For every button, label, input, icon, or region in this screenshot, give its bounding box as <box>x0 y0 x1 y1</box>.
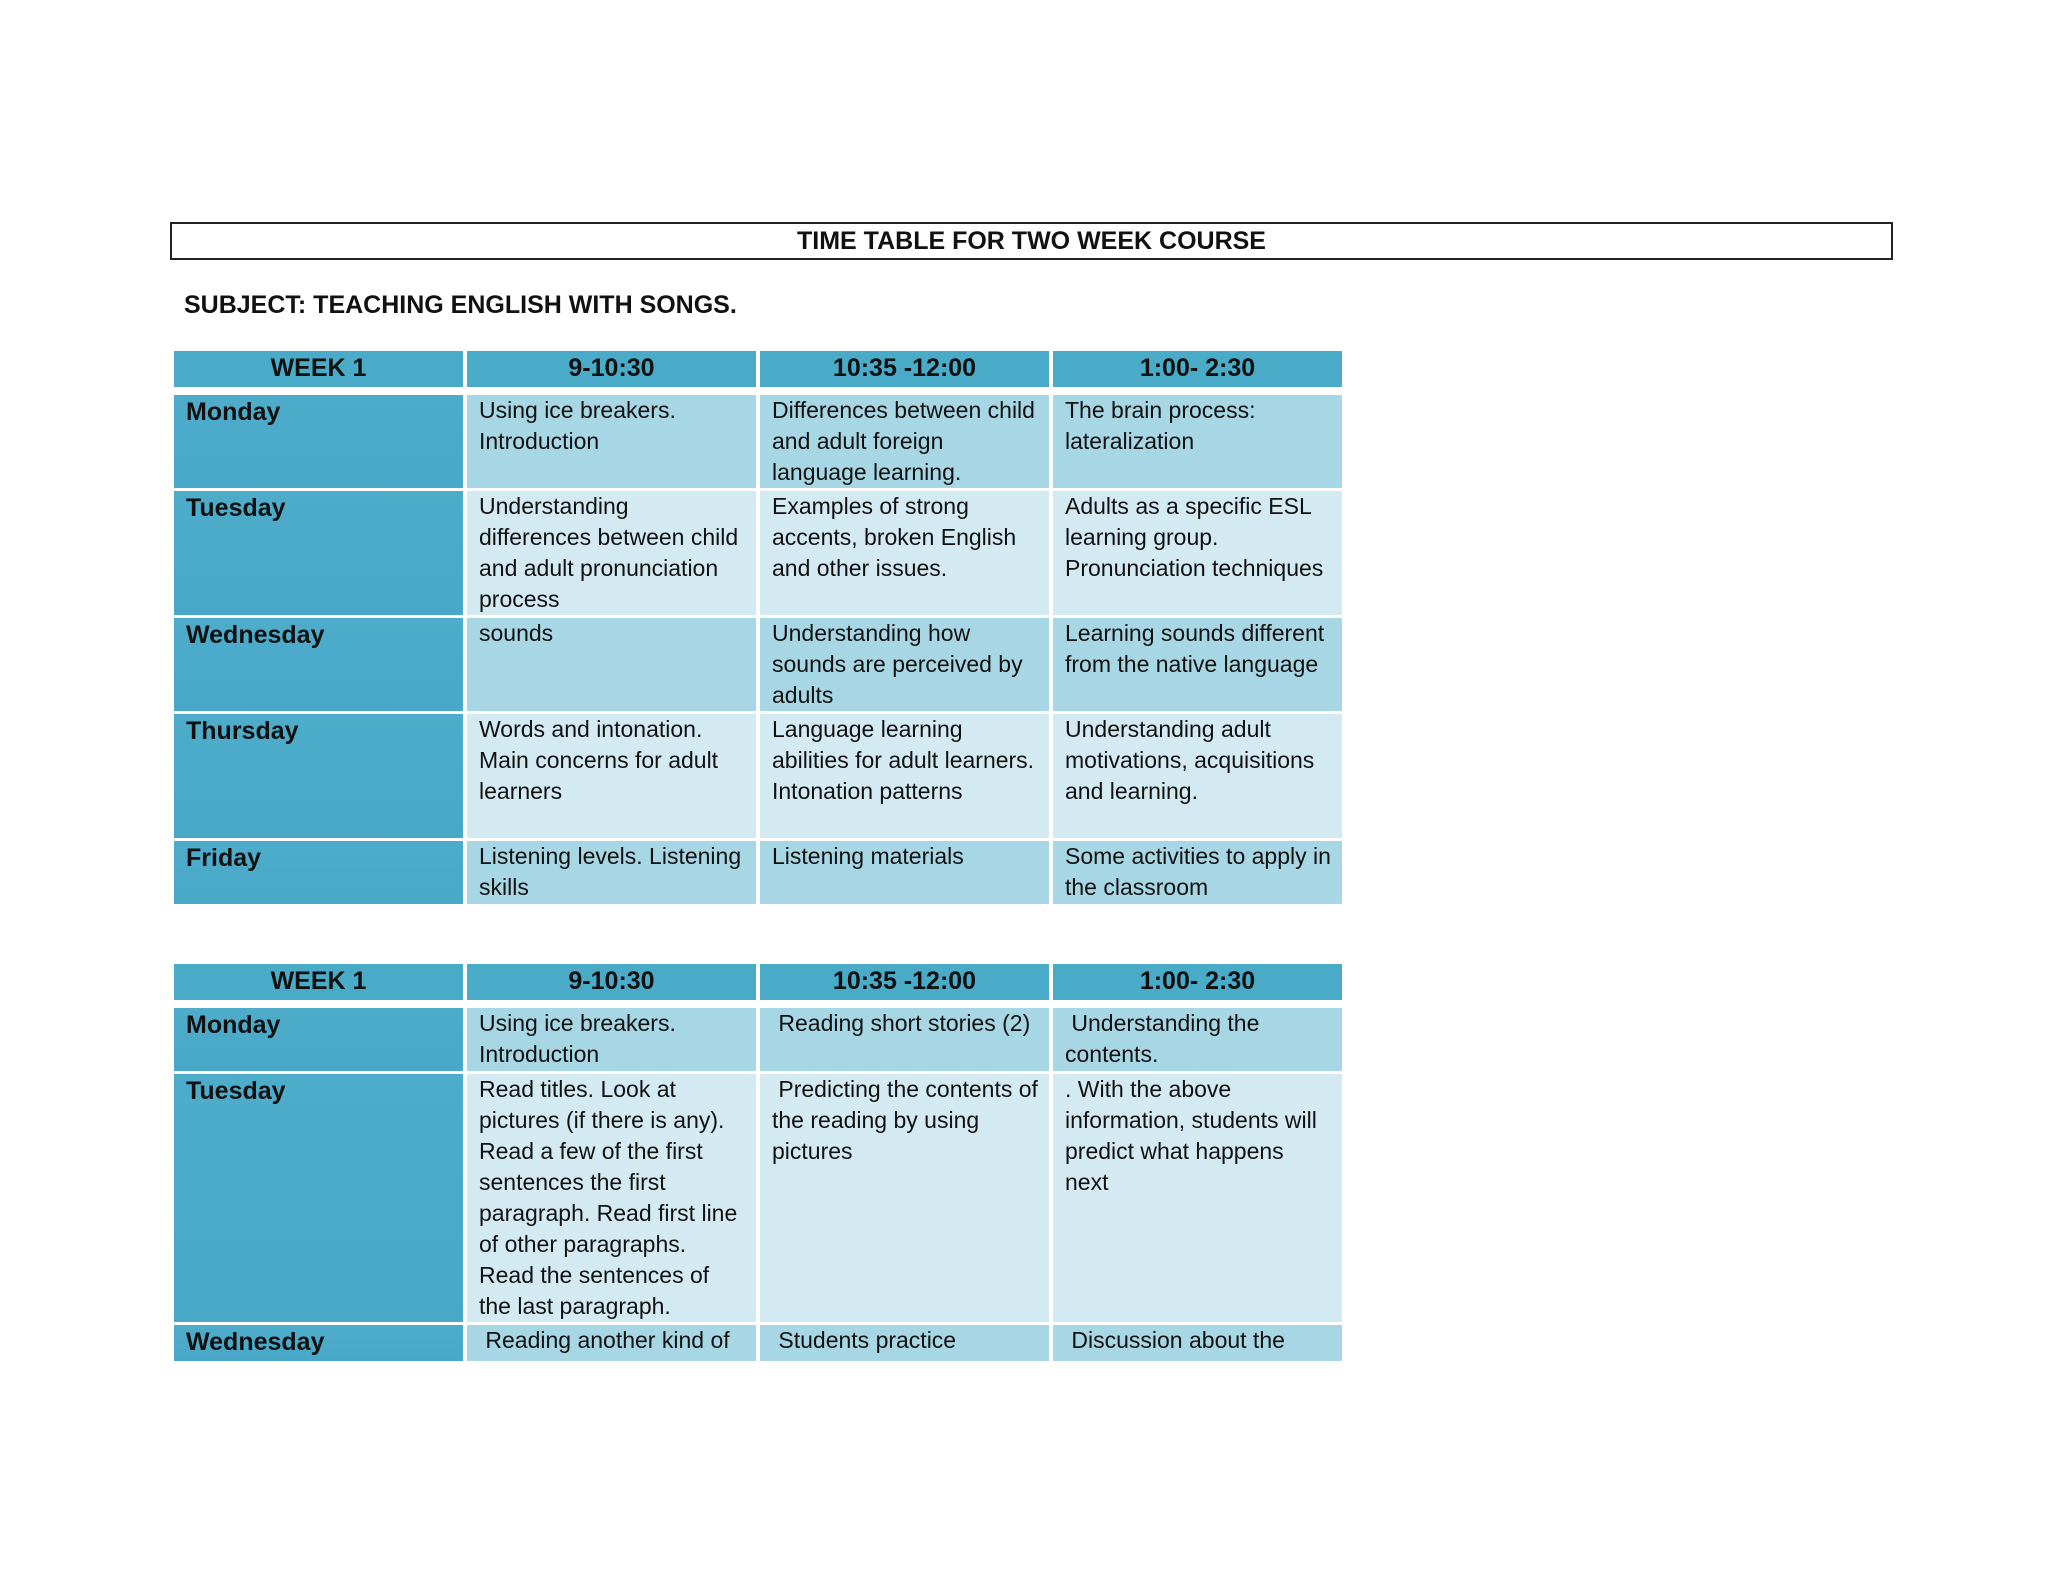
table-row <box>174 1074 1342 1322</box>
header-slot-2: 10:35 -12:00 <box>760 964 1049 1000</box>
session-cell: Read titles. Look at pictures (if there is any). Read a few of the first sentences the first paragraph. Read first line of other paragraphs. Read the sentences of the last paragraph. <box>467 1074 756 1322</box>
session-cell: Discussion about the <box>1053 1325 1342 1361</box>
day-label: Thursday <box>174 714 463 838</box>
table-row <box>174 491 1342 615</box>
session-cell: The brain process: lateralization <box>1053 395 1342 488</box>
subject-heading: SUBJECT: TEACHING ENGLISH WITH SONGS. <box>184 291 737 319</box>
day-label: Wednesday <box>174 1325 463 1361</box>
table-row <box>174 714 1342 838</box>
session-cell: Reading short stories (2) <box>760 1008 1049 1071</box>
session-cell: Reading another kind of <box>467 1325 756 1361</box>
header-slot-3: 1:00- 2:30 <box>1053 351 1342 387</box>
header-slot-2: 10:35 -12:00 <box>760 351 1049 387</box>
session-cell: Using ice breakers. Introduction <box>467 1008 756 1071</box>
session-cell: Using ice breakers. Introduction <box>467 395 756 488</box>
session-cell: Learning sounds different from the native language <box>1053 618 1342 711</box>
session-cell: Listening levels. Listening skills <box>467 841 756 904</box>
table-row <box>174 841 1342 904</box>
session-cell: Understanding adult motivations, acquisitions and learning. <box>1053 714 1342 838</box>
session-cell: Words and intonation. Main concerns for adult learners <box>467 714 756 838</box>
page-title: TIME TABLE FOR TWO WEEK COURSE <box>170 222 1893 260</box>
session-cell: Understanding the contents. <box>1053 1008 1342 1071</box>
session-cell: Examples of strong accents, broken English and other issues. <box>760 491 1049 615</box>
session-cell: Understanding differences between child and adult pronunciation process <box>467 491 756 615</box>
table-header-row <box>174 351 1342 387</box>
week1-timetable <box>170 348 1346 907</box>
session-cell: sounds <box>467 618 756 711</box>
header-week: WEEK 1 <box>174 964 463 1000</box>
header-slot-1: 9-10:30 <box>467 351 756 387</box>
session-cell: Language learning abilities for adult learners. Intonation patterns <box>760 714 1049 838</box>
header-slot-3: 1:00- 2:30 <box>1053 964 1342 1000</box>
session-cell: Some activities to apply in the classroom <box>1053 841 1342 904</box>
table-header-row <box>174 964 1342 1000</box>
day-label: Friday <box>174 841 463 904</box>
session-cell: . With the above information, students will predict what happens next <box>1053 1074 1342 1322</box>
session-cell: Understanding how sounds are perceived by adults <box>760 618 1049 711</box>
table-row <box>174 618 1342 711</box>
table-row <box>174 1325 1342 1361</box>
session-cell: Adults as a specific ESL learning group. Pronunciation techniques <box>1053 491 1342 615</box>
day-label: Monday <box>174 395 463 488</box>
header-slot-1: 9-10:30 <box>467 964 756 1000</box>
day-label: Wednesday <box>174 618 463 711</box>
table-row <box>174 1008 1342 1071</box>
session-cell: Predicting the contents of the reading by using pictures <box>760 1074 1049 1322</box>
session-cell: Differences between child and adult foreign language learning. <box>760 395 1049 488</box>
header-week: WEEK 1 <box>174 351 463 387</box>
day-label: Tuesday <box>174 1074 463 1322</box>
day-label: Monday <box>174 1008 463 1071</box>
day-label: Tuesday <box>174 491 463 615</box>
session-cell: Listening materials <box>760 841 1049 904</box>
week2-timetable <box>170 961 1346 1364</box>
table-row <box>174 395 1342 488</box>
session-cell: Students practice <box>760 1325 1049 1361</box>
